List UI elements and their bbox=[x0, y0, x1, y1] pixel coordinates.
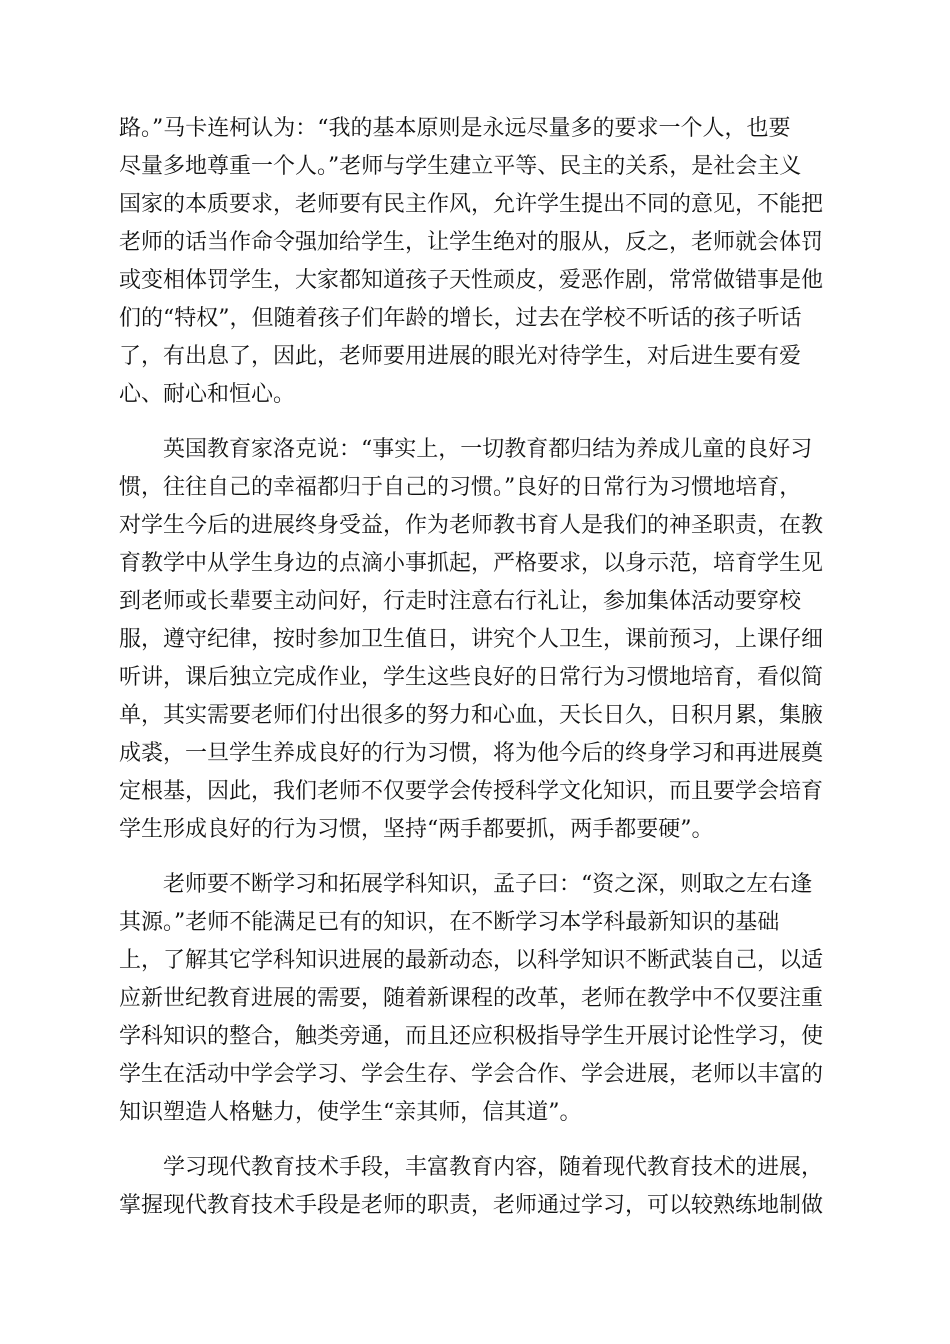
paragraph-2-line-11: 学生形成良好的行为习惯，坚持“两手都要抓，两手都要硬”。 bbox=[119, 817, 714, 842]
paragraph-2-line-3: 对学生今后的进展终身受益，作为老师教书育人是我们的神圣职责，在教 bbox=[119, 513, 824, 538]
paragraph-2-line-9: 成裘，一旦学生养成良好的行为习惯，将为他今后的终身学习和再进展奠 bbox=[119, 741, 824, 766]
paragraph-3-line-2: 其源。”老师不能满足已有的知识，在不断学习本学科最新知识的基础 bbox=[119, 910, 780, 935]
paragraph-3-line-5: 学科知识的整合，触类旁通，而且还应积极指导学生开展讨论性学习，使 bbox=[119, 1024, 824, 1049]
paragraph-3-line-4: 应新世纪教育进展的需要，随着新课程的改革，老师在教学中不仅要注重 bbox=[119, 986, 824, 1011]
paragraph-2-line-1: 英国教育家洛克说：“事实上，一切教育都归结为养成儿童的良好习 bbox=[163, 437, 813, 462]
paragraph-3-line-7: 知识塑造人格魅力，使学生“亲其师，信其道”。 bbox=[119, 1100, 582, 1125]
paragraph-3-line-1: 老师要不断学习和拓展学科知识，孟子曰：“资之深，则取之左右逢 bbox=[163, 872, 813, 897]
paragraph-4-line-2: 掌握现代教育技术手段是老师的职责，老师通过学习，可以较熟练地制做 bbox=[119, 1193, 824, 1218]
paragraph-1-line-5: 或变相体罚学生，大家都知道孩子天性顽皮，爱恶作剧，常常做错事是他 bbox=[119, 268, 824, 293]
paragraph-2-line-5: 到老师或长辈要主动问好，行走时注意右行礼让，参加集体活动要穿校 bbox=[119, 589, 802, 614]
paragraph-2-line-8: 单，其实需要老师们付出很多的努力和心血，天长日久，日积月累，集腋 bbox=[119, 703, 824, 728]
paragraph-4-line-1: 学习现代教育技术手段，丰富教育内容，随着现代教育技术的进展， bbox=[163, 1155, 824, 1180]
paragraph-3-line-6: 学生在活动中学会学习、学会生存、学会合作、学会进展，老师以丰富的 bbox=[119, 1062, 824, 1087]
paragraph-1-line-3: 国家的本质要求，老师要有民主作风，允许学生提出不同的意见，不能把 bbox=[119, 192, 824, 217]
paragraph-1-line-8: 心、耐心和恒心。 bbox=[119, 382, 296, 407]
paragraph-1-line-7: 了，有出息了，因此，老师要用进展的眼光对待学生，对后进生要有爱 bbox=[119, 344, 802, 369]
paragraph-1-line-6: 们的“特权”，但随着孩子们年龄的增长，过去在学校不听话的孩子听话 bbox=[119, 306, 802, 331]
paragraph-2-line-10: 定根基，因此，我们老师不仅要学会传授科学文化知识，而且要学会培育 bbox=[119, 779, 824, 804]
paragraph-2-line-2: 惯，往往自己的幸福都归于自己的习惯。”良好的日常行为习惯地培育， bbox=[119, 475, 802, 500]
paragraph-1-line-2: 尽量多地尊重一个人。”老师与学生建立平等、民主的关系，是社会主义 bbox=[119, 154, 802, 179]
paragraph-1-line-1: 路。”马卡连柯认为：“我的基本原则是永远尽量多的要求一个人，也要 bbox=[119, 116, 791, 141]
paragraph-3-line-3: 上，了解其它学科知识进展的最新动态，以科学知识不断武装自己，以适 bbox=[119, 948, 824, 973]
paragraph-2-line-6: 服，遵守纪律，按时参加卫生值日，讲究个人卫生，课前预习，上课仔细 bbox=[119, 627, 824, 652]
paragraph-2-line-4: 育教学中从学生身边的点滴小事抓起，严格要求，以身示范，培育学生见 bbox=[119, 551, 824, 576]
paragraph-1-line-4: 老师的话当作命令强加给学生，让学生绝对的服从，反之，老师就会体罚 bbox=[119, 230, 824, 255]
paragraph-2-line-7: 听讲，课后独立完成作业，学生这些良好的日常行为习惯地培育，看似简 bbox=[119, 665, 824, 690]
